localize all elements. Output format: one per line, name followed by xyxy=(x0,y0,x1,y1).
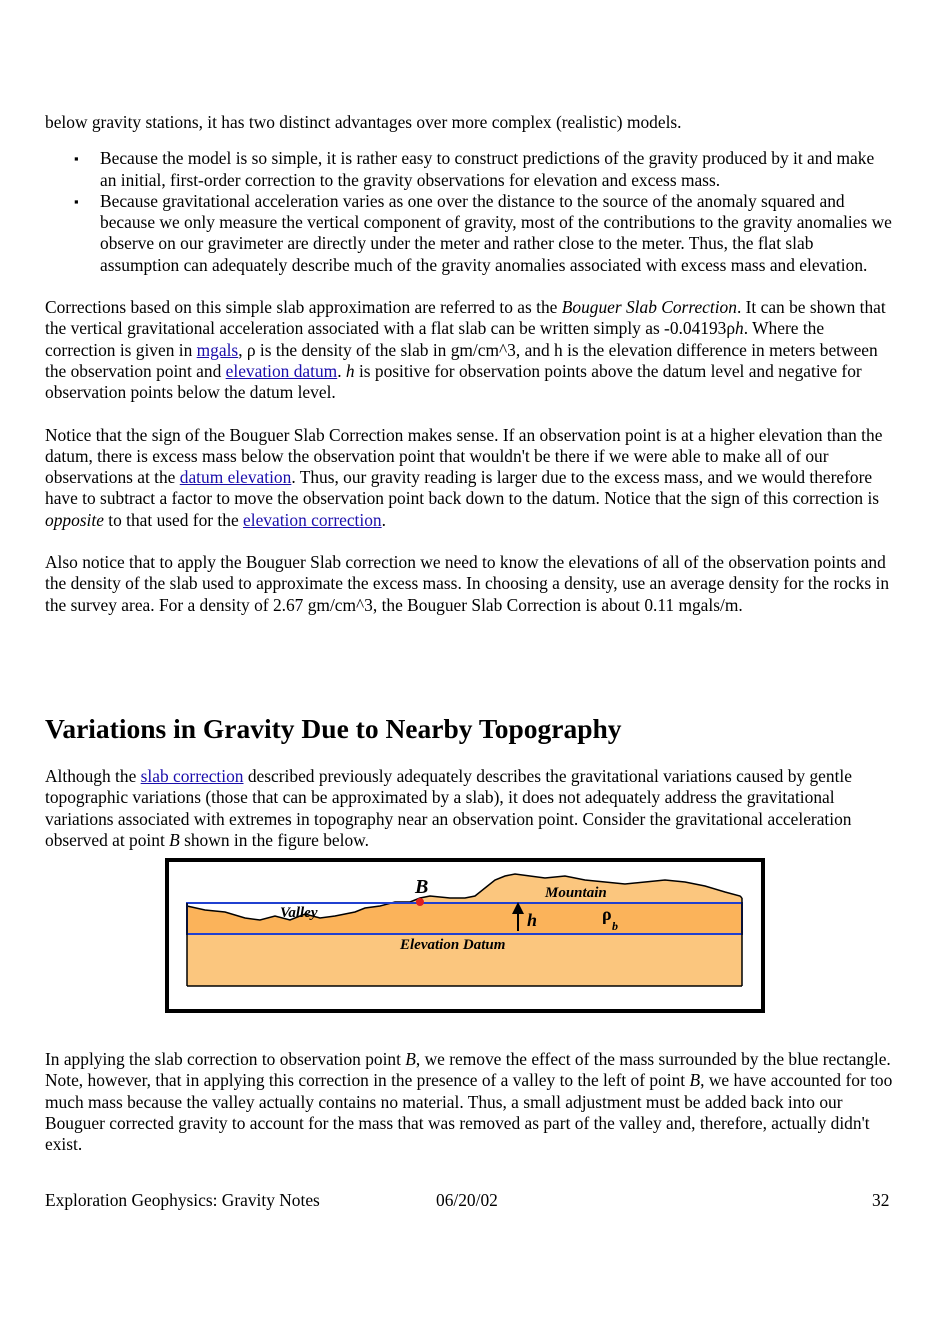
label-h: h xyxy=(527,910,538,930)
observation-point-b xyxy=(416,898,424,906)
intro-paragraph: below gravity stations, it has two distinct advantages over more complex (realistic) models. xyxy=(45,112,682,132)
bullet-icon: ▪ xyxy=(74,193,79,209)
elevation-datum-link[interactable]: elevation datum xyxy=(225,360,338,381)
bouguer-paragraph: Corrections based on this simple slab approximation are referred to as the Bouguer Slab Correction. It can be shown that the vertical gravitational acceleration associated with a flat slab can be written simply as -0.04193ρh. Where the correction is given in mgals, ρ is the density of the slab in gm/cm^3, and h is the elevation difference in meters between the observation point and elevation datum. h is positive for observation points above the datum level and negative for observation points below the datum level. xyxy=(45,297,886,403)
label-b: B xyxy=(415,876,429,898)
label-rho: ρ xyxy=(602,904,612,924)
footer-date: 06/20/02 xyxy=(436,1190,498,1210)
section-heading: Variations in Gravity Due to Nearby Topography xyxy=(45,713,622,744)
label-rho-sub: b xyxy=(612,919,618,933)
topography-paragraph: Although the slab correction described previously adequately describes the gravitational variations caused by gentle topographic variations (those that can be approximated by a slab), it does not adequately address the gravitational variations associated with extremes in topography near an observation point. Consider the gravitational acceleration observed at point B shown in the figure below. xyxy=(45,766,852,850)
mgals-link[interactable]: mgals xyxy=(196,339,239,360)
density-paragraph: Also notice that to apply the Bouguer Slab correction we need to know the elevations of all of the observation points and the density of the slab used to approximate the excess mass. In choosing a density, use an average density for the rocks in the survey area. For a density of 2.67 gm/cm^3, the Bouguer Slab Correction is about 0.11 mgals/m. xyxy=(45,552,890,615)
topography-figure xyxy=(165,858,765,1013)
slab-correction-link[interactable]: slab correction xyxy=(140,766,244,786)
body-text xyxy=(45,112,893,616)
sign-paragraph: Notice that the sign of the Bouguer Slab Correction makes sense. If an observation point is at a higher elevation than the datum, there is excess mass below the observation point that wouldn't be there if we were able to make all of our observations at the datum elevation. Thus, our gravity reading is larger due to the excess mass, and we would therefore have to subtract a factor to move the observation point back down to the datum. Notice that the sign of this correction is opposite to that used for the elevation correction. xyxy=(45,424,883,530)
list-item: ▪ Because gravitational acceleration varies as one over the distance to the source of the anomaly squared and because we only measure the vertical component of gravity, most of the contributions to the gravity anomalies we observe on our gravimeter are directly under the meter and rather close to the meter. Thus, the flat slab assumption can adequately describe much of the gravity anomalies associated with excess mass and elevation. xyxy=(74,190,892,275)
elevation-correction-link[interactable]: elevation correction xyxy=(243,509,382,530)
advantages-list xyxy=(45,148,893,276)
label-valley: Valley xyxy=(280,905,318,921)
list-item: ▪ Because the model is so simple, it is rather easy to construct predictions of the gravity produced by it and make an initial, first-order correction to the gravity observations for elevation and excess mass. xyxy=(74,148,875,190)
valley-paragraph: In applying the slab correction to observation point B, we remove the effect of the mass surrounded by the blue rectangle. Note, however, that in applying this correction in the presence of a valley to the left of point B, we have accounted for too much mass because the valley actually contains no material. Thus, a small adjustment must be added back into our Bouguer corrected gravity to account for the mass that was removed as part of the valley and, therefore, actually didn't exist. xyxy=(45,1049,893,1155)
bullet-icon: ▪ xyxy=(74,151,79,167)
footer-page-number: 32 xyxy=(872,1190,890,1210)
label-datum: Elevation Datum xyxy=(400,937,506,953)
datum-elevation-link[interactable]: datum elevation xyxy=(179,467,292,488)
slab-diagram xyxy=(165,858,765,1013)
label-mountain: Mountain xyxy=(545,885,607,901)
footer-title: Exploration Geophysics: Gravity Notes xyxy=(45,1190,320,1210)
